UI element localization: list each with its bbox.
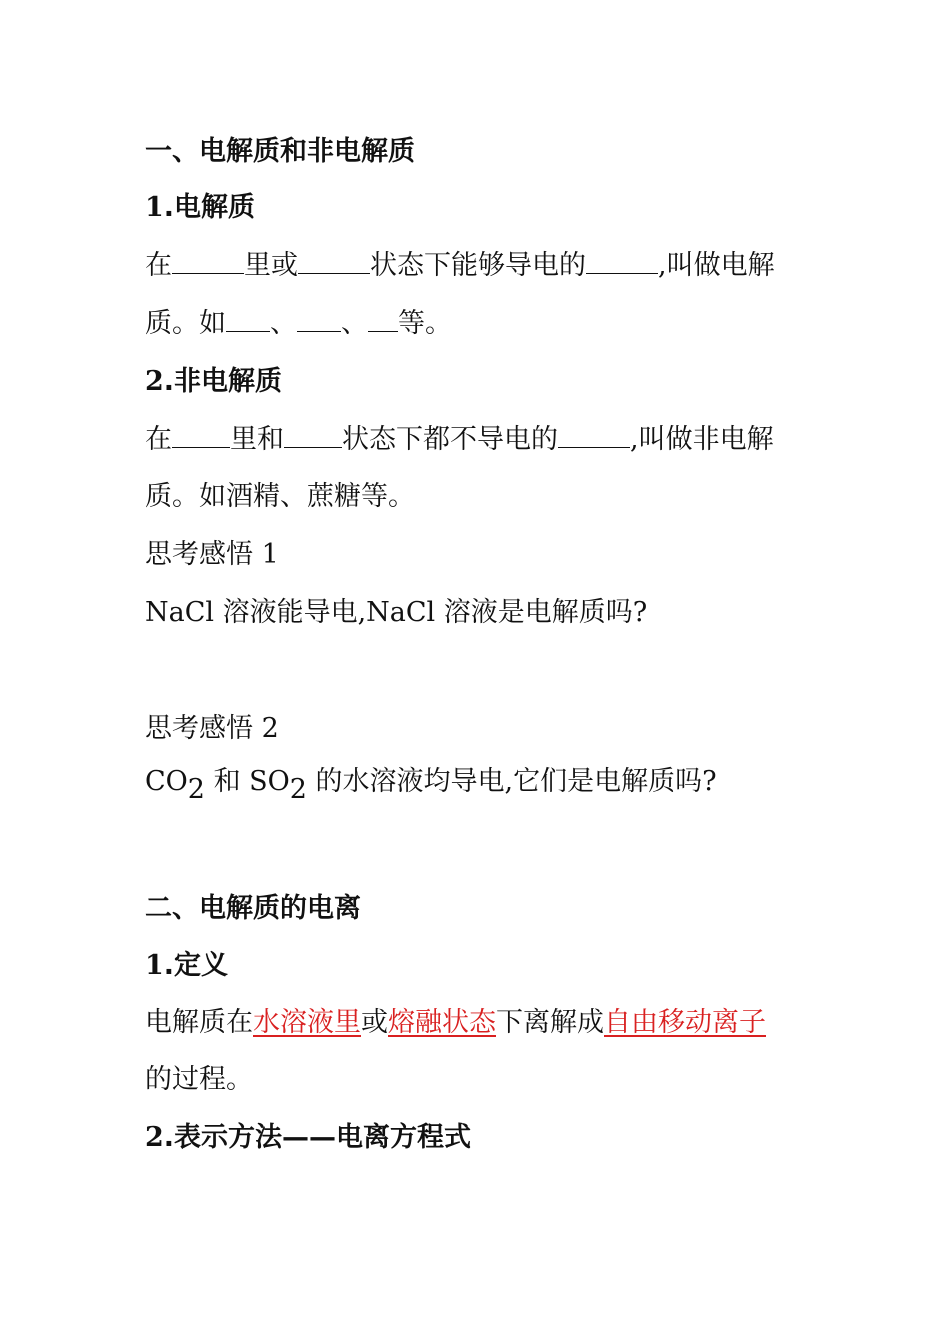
blank-field	[172, 247, 244, 274]
answer-text: 熔融状态	[388, 1007, 496, 1038]
blank-field	[172, 421, 230, 448]
text-segment: 里和	[230, 424, 284, 455]
text-segment: 质。如	[145, 308, 226, 339]
electrolyte-definition-line2	[145, 305, 452, 342]
text-segment: 的水溶液均导电,它们是电解质吗?	[306, 766, 717, 797]
text-segment: ,叫做非电解	[630, 424, 774, 455]
text-segment: CO	[145, 766, 188, 797]
s2-item2-title-text: .表示方法——电离方程式	[163, 1122, 472, 1153]
text-segment: 状态下能够导电的	[370, 250, 586, 281]
blank-field	[558, 421, 630, 448]
item1-title-text: .电解质	[163, 192, 256, 223]
blank-field	[297, 305, 341, 332]
item2-number: 2	[145, 366, 164, 397]
item1-number: 1	[145, 192, 164, 223]
text-segment: 在	[145, 424, 172, 455]
ionization-definition-line1	[145, 1005, 766, 1041]
think1-question: NaCl 溶液能导电,NaCl 溶液是电解质吗?	[145, 597, 648, 628]
item1-title	[145, 190, 255, 226]
text-segment: 在	[145, 250, 172, 281]
text-segment: 里或	[244, 250, 298, 281]
text-segment: 、	[341, 308, 368, 339]
text-segment: ,叫做电解	[658, 250, 775, 281]
s2-item2-title	[145, 1120, 471, 1156]
answer-text: 自由移动离子	[604, 1007, 766, 1038]
section1-heading: 一、电解质和非电解质	[145, 136, 415, 167]
text-segment: 电解质在	[145, 1007, 253, 1038]
item2-title-text: .非电解质	[163, 366, 283, 397]
text-segment: 、	[270, 308, 297, 339]
s2-item1-number: 1	[145, 950, 164, 981]
subscript: 2	[187, 774, 205, 805]
s2-item1-title-text: .定义	[163, 950, 229, 981]
item2-title	[145, 364, 282, 400]
blank-field	[586, 247, 658, 274]
section2-heading: 二、电解质的电离	[145, 893, 361, 924]
blank-field	[368, 305, 398, 332]
s2-item2-number: 2	[145, 1122, 164, 1153]
answer-text: 水溶液里	[253, 1007, 361, 1038]
blank-field	[226, 305, 270, 332]
text-segment: 状态下都不导电的	[342, 424, 558, 455]
electrolyte-definition-line1	[145, 247, 775, 284]
subscript: 2	[289, 774, 307, 805]
think2-question	[145, 764, 717, 805]
s2-item1-title	[145, 948, 228, 984]
text-segment: 下离解成	[496, 1007, 604, 1038]
text-segment: 或	[361, 1007, 388, 1038]
ionization-definition-line2: 的过程。	[145, 1064, 253, 1095]
blank-field	[298, 247, 370, 274]
blank-field	[284, 421, 342, 448]
nonelectrolyte-definition-line1	[145, 421, 774, 458]
think1-label: 思考感悟 1	[145, 539, 279, 570]
text-segment: 等。	[398, 308, 452, 339]
think2-label: 思考感悟 2	[145, 713, 279, 744]
nonelectrolyte-definition-line2: 质。如酒精、蔗糖等。	[145, 481, 415, 512]
text-segment: 和 SO	[204, 766, 290, 797]
